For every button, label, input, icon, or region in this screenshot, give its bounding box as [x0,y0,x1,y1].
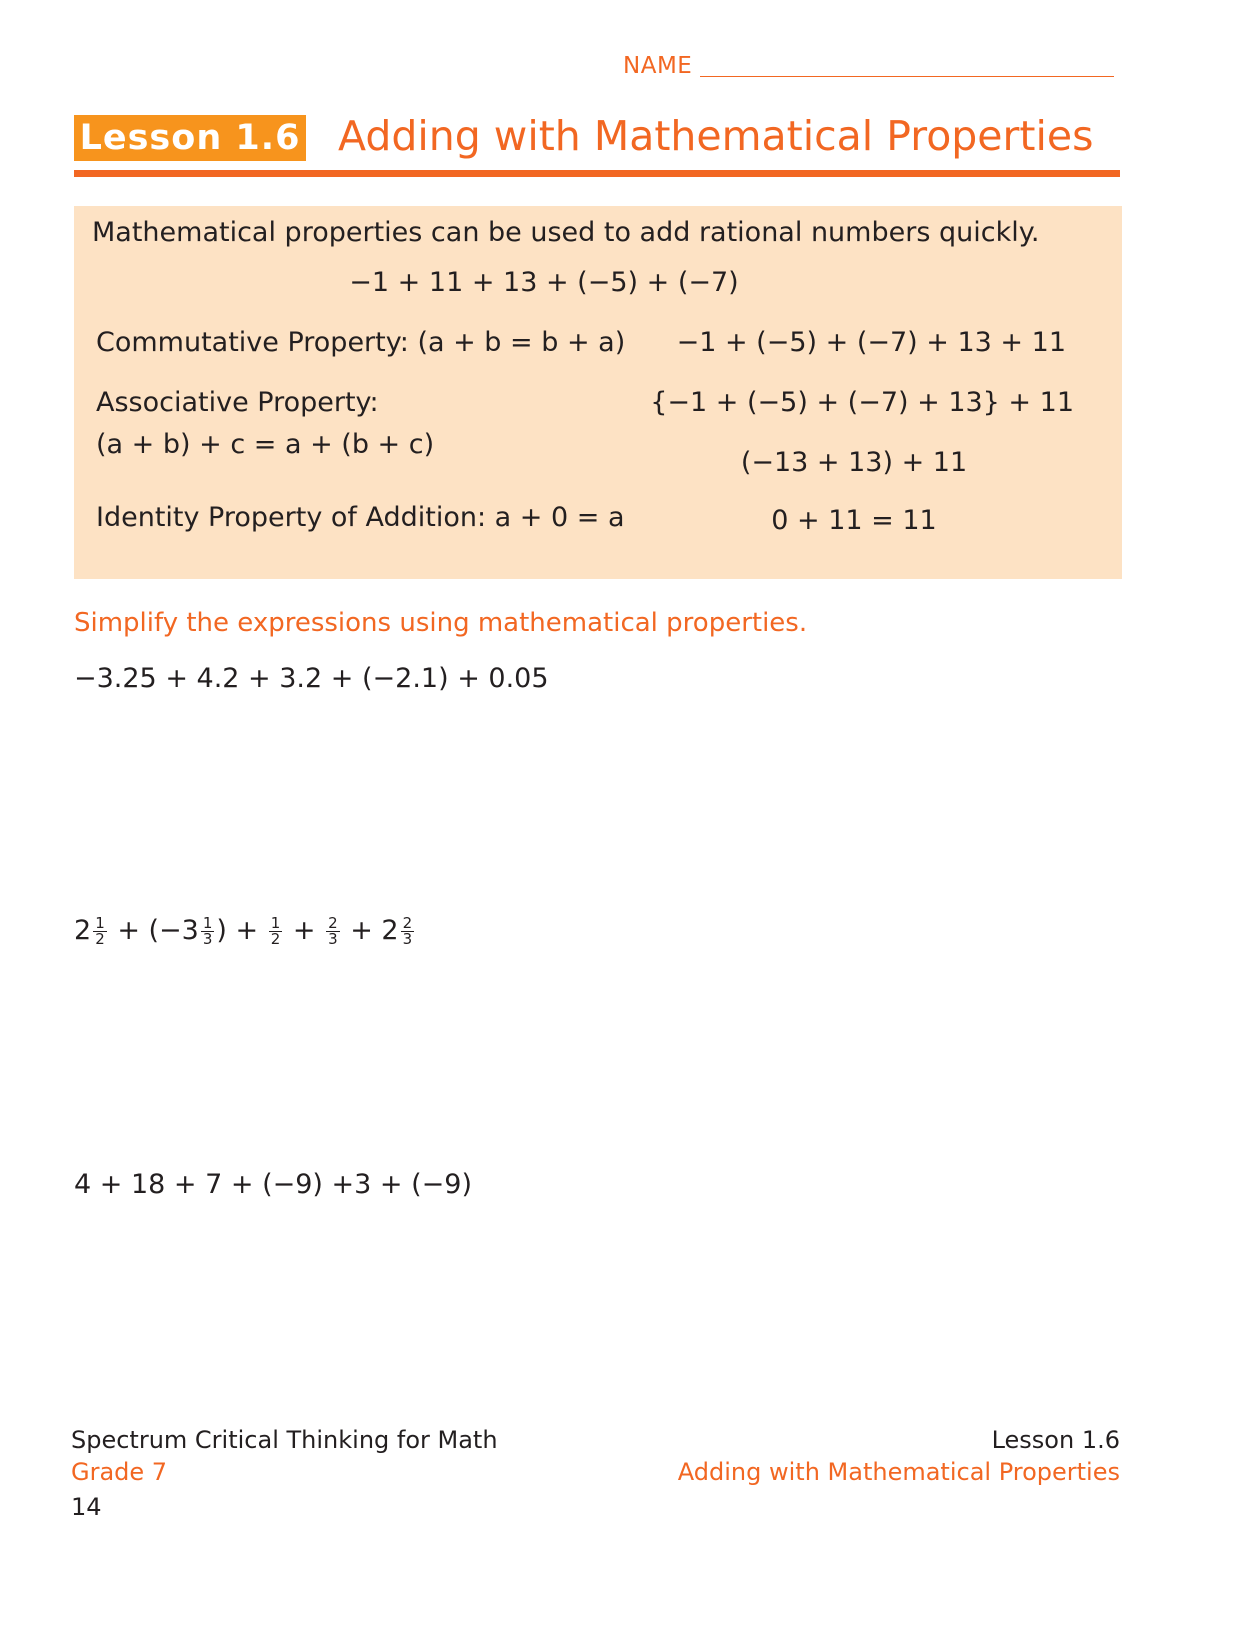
identity-label: Identity Property of Addition: a + 0 = a [96,502,625,533]
fraction [401,916,415,947]
commutative-label: Commutative Property: (a + b = b + a) [96,327,626,358]
commutative-step: −1 + (−5) + (−7) + 13 + 11 [676,327,1066,358]
identity-step: 0 + 11 = 11 [771,505,937,536]
fraction [326,916,340,947]
page-number: 14 [71,1493,102,1521]
fraction-denominator: 3 [328,930,338,948]
associative-step-2: (−13 + 13) + 11 [740,447,968,478]
associative-label: Associative Property: [96,387,379,418]
name-line[interactable] [700,76,1114,77]
exercise-2-part: 2 [74,915,92,946]
lesson-badge: Lesson 1.6 [74,115,306,161]
exercise-2-part: + (−3 [108,915,199,946]
exercise-2-part: ) + [216,915,267,946]
exercise-2 [74,914,416,948]
fraction-numerator: 2 [402,914,413,932]
fraction-numerator: 1 [270,914,281,932]
fraction [269,916,283,947]
fraction-denominator: 3 [402,930,413,948]
fraction [201,916,215,947]
intro-text: Mathematical properties can be used to add rational numbers quickly. [92,217,1040,248]
title-rule [74,170,1120,177]
footer-lesson-ref: Lesson 1.6 [991,1426,1120,1454]
name-label: NAME [623,53,693,79]
instruction: Simplify the expressions using mathematical properties. [74,608,808,638]
footer-book-title: Spectrum Critical Thinking for Math [71,1426,498,1454]
associative-step-1: {−1 + (−5) + (−7) + 13} + 11 [650,387,1074,418]
fraction-numerator: 2 [328,914,338,932]
exercise-2-part: + 2 [341,915,399,946]
lesson-title: Adding with Mathematical Properties [338,112,1094,160]
associative-formula: (a + b) + c = a + (b + c) [96,429,435,460]
fraction [93,916,107,947]
footer-grade: Grade 7 [71,1458,168,1486]
example-expression: −1 + 11 + 13 + (−5) + (−7) [349,267,739,298]
fraction-numerator: 1 [95,914,105,932]
fraction-numerator: 1 [202,914,213,932]
info-box [74,206,1122,579]
fraction-denominator: 2 [95,930,105,948]
footer-lesson-title: Adding with Mathematical Properties [677,1458,1120,1486]
fraction-denominator: 2 [270,930,281,948]
exercise-3: 4 + 18 + 7 + (−9) +3 + (−9) [74,1169,472,1200]
exercise-2-part: + [284,915,325,946]
exercise-1: −3.25 + 4.2 + 3.2 + (−2.1) + 0.05 [74,663,549,694]
fraction-denominator: 3 [202,930,213,948]
